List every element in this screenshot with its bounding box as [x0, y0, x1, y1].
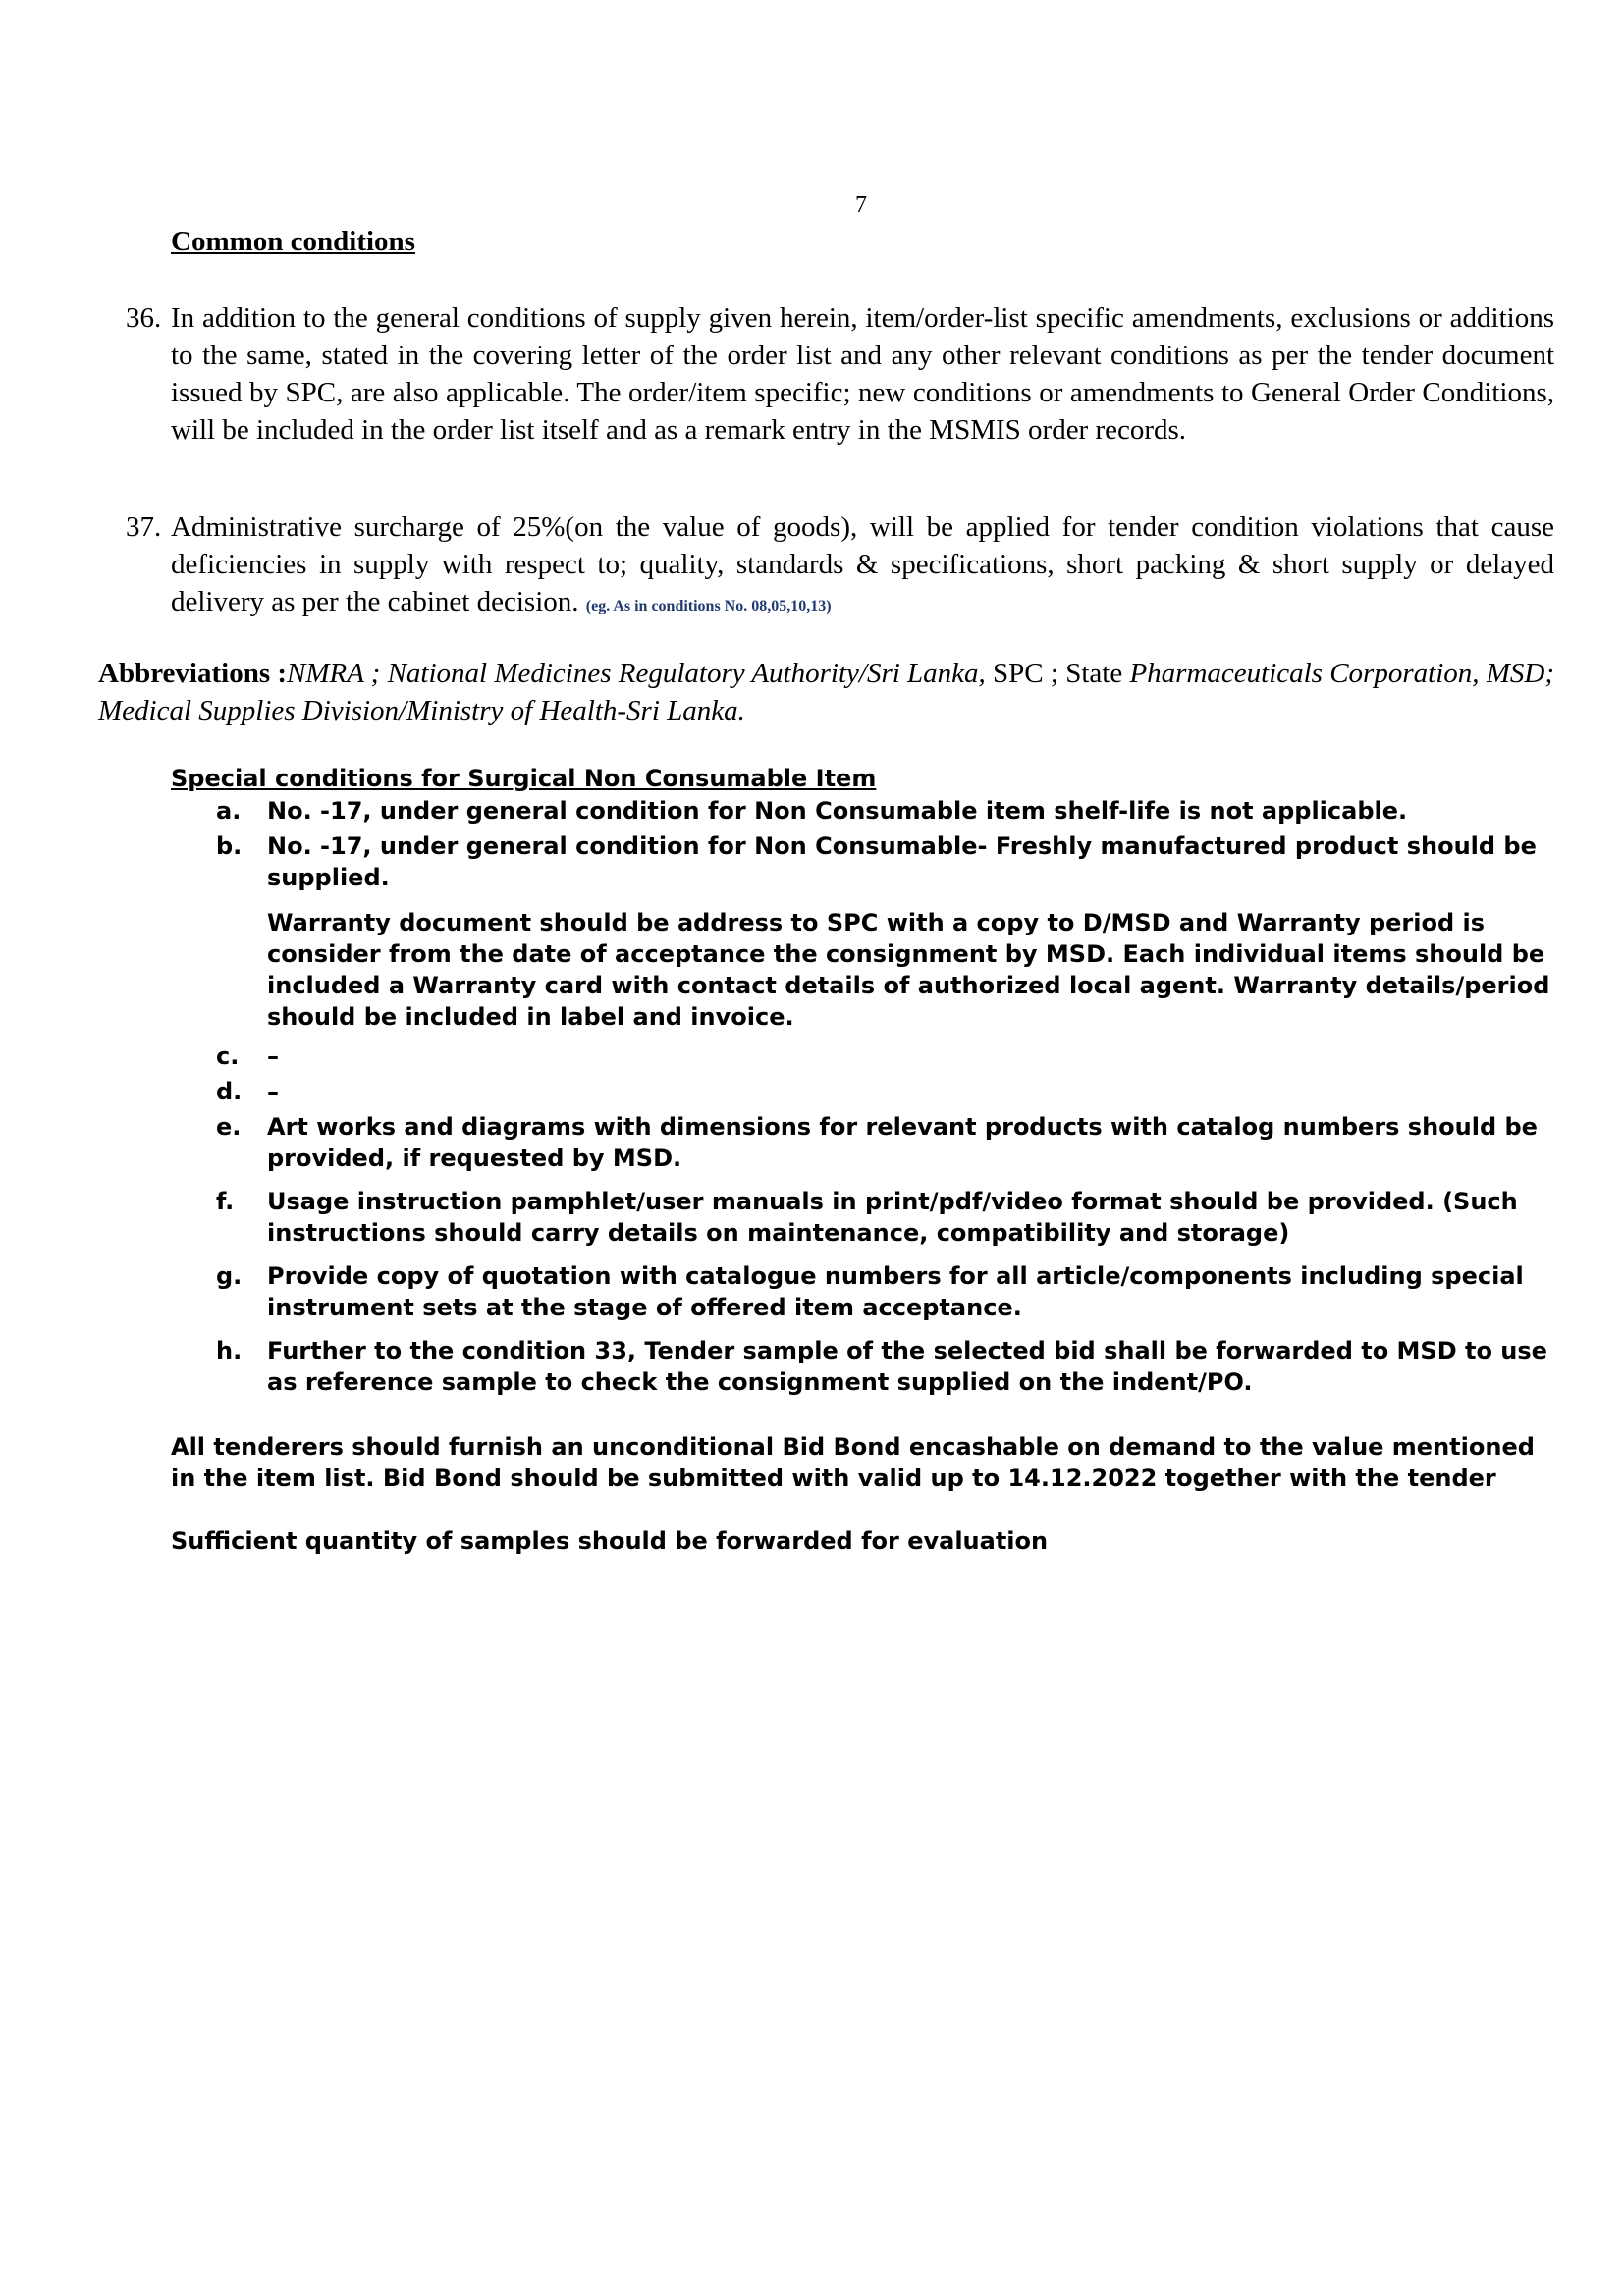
abbreviations-nmra: NMRA ; National Medicines Regulatory Authority/Sri Lanka, [287, 658, 986, 689]
item-label: c. [216, 1042, 240, 1070]
item-text: No. -17, under general condition for Non Consumable- Freshly manufactured product should be supplied. [267, 832, 1537, 891]
special-item-d [171, 1076, 1565, 1107]
item-label: b. [216, 832, 243, 860]
condition-number: 37. [126, 511, 162, 543]
special-conditions-heading: Special conditions for Surgical Non Consumable Item [171, 765, 877, 792]
abbreviations-spc: SPC ; State [985, 658, 1130, 689]
item-text: Art works and diagrams with dimensions for relevant products with catalog numbers should be provided, if requested by MSD. [267, 1113, 1538, 1172]
item-text: Further to the condition 33, Tender sample of the selected bid shall be forwarded to MSD to use as reference sample to check the consignment supplied on the indent/PO. [267, 1337, 1547, 1396]
condition-number: 36. [126, 302, 162, 334]
special-item-b [171, 830, 1565, 893]
special-item-c [171, 1041, 1565, 1072]
item-label: h. [216, 1337, 243, 1364]
special-item-g [171, 1260, 1565, 1323]
special-item-h [171, 1335, 1565, 1398]
special-item-a [171, 795, 1565, 827]
item-label: e. [216, 1113, 242, 1141]
item-label: g. [216, 1262, 243, 1290]
condition-36 [126, 299, 1554, 449]
item-text: – [267, 1042, 279, 1070]
common-conditions-heading: Common conditions [171, 226, 415, 257]
item-text: Provide copy of quotation with catalogue numbers for all article/components including special instrument sets at the stage of offered item acceptance. [267, 1262, 1524, 1321]
item-label: a. [216, 797, 242, 825]
item-text: Usage instruction pamphlet/user manuals in print/pdf/video format should be provided. (Such instructions should carry details on maintenance, compatibility and storage) [267, 1188, 1518, 1247]
samples-paragraph: Sufficient quantity of samples should be forwarded for evaluation [171, 1527, 1049, 1555]
abbreviations-rest: Pharmaceuticals Corporation, MSD; Medical Supplies Division/Ministry of Health-Sri Lanka. [98, 658, 1555, 726]
special-item-e [171, 1111, 1565, 1174]
condition-text: In addition to the general conditions of supply given herein, item/order-list specific amendments, exclusions or additions to the same, stated in the covering letter of the order list and any other relevant conditions as per the tender document issued by SPC, are also applicable. The order/item specific; new conditions or amendments to General Order Conditions, will be included in the order list itself and as a remark entry in the MSMIS order records. [171, 302, 1554, 446]
bid-bond-paragraph: All tenderers should furnish an unconditional Bid Bond encashable on demand to the value mentioned in the item list. Bid Bond should be submitted with valid up to 14.12.2022 together with the tender [171, 1433, 1535, 1492]
condition-text [171, 508, 1554, 625]
condition-text-body: Administrative surcharge of 25%(on the value of goods), will be applied for tender condition violations that cause deficiencies in supply with respect to; quality, standards & specifications, short packing & short supply or delayed delivery as per the cabinet decision. [171, 511, 1554, 617]
abbreviations-label: Abbreviations : [98, 658, 288, 689]
item-text: – [267, 1078, 279, 1105]
item-label: f. [216, 1188, 235, 1215]
condition-37 [126, 508, 1554, 625]
warranty-note: Warranty document should be address to SPC with a copy to D/MSD and Warranty period is consider from the date of acceptance the consignment by MSD. Each individual items should be included a Warranty card with contact details of authorized local agent. Warranty details/period should be included in label and invoice. [267, 909, 1550, 1031]
condition-reference: (eg. As in conditions No. 08,05,10,13) [585, 598, 832, 614]
item-text: No. -17, under general condition for Non Consumable item shelf-life is not applicable. [267, 797, 1408, 825]
abbreviations [98, 655, 1554, 729]
item-label: d. [216, 1078, 243, 1105]
page-number: 7 [855, 192, 867, 218]
special-item-f [171, 1186, 1565, 1249]
